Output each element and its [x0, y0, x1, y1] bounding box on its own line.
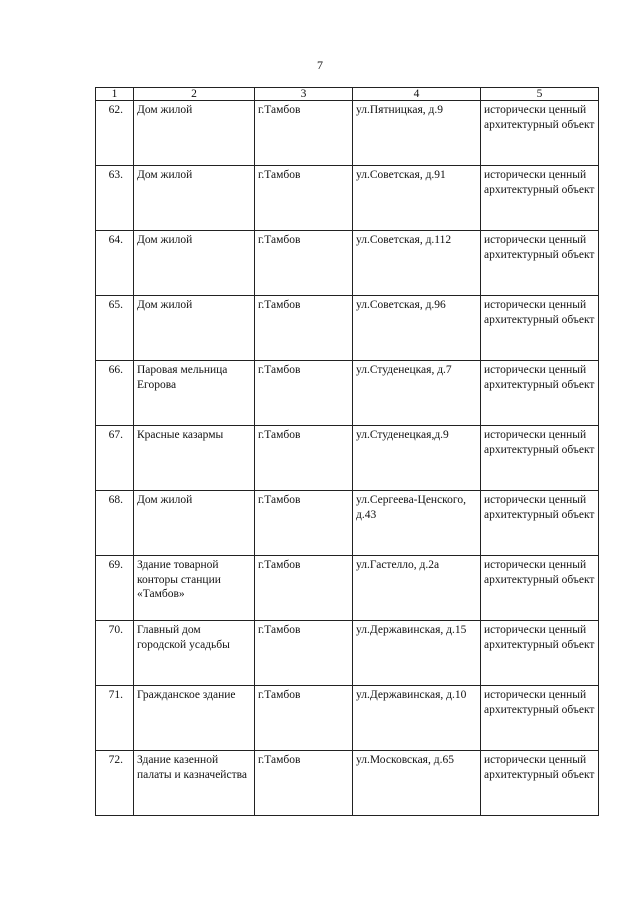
category-cell: исторически ценный архитектурный объект — [481, 231, 599, 296]
table-row — [96, 296, 599, 361]
object-name-cell: Здание казенной палаты и казначейства — [134, 751, 255, 816]
table-row — [96, 491, 599, 556]
row-number-cell: 67. — [96, 426, 134, 491]
table-row — [96, 101, 599, 166]
object-name-cell: Красные казармы — [134, 426, 255, 491]
address-cell: ул.Московская, д.65 — [353, 751, 481, 816]
city-cell: г.Тамбов — [255, 426, 353, 491]
table-row — [96, 426, 599, 491]
object-name-cell: Паровая мельница Егорова — [134, 361, 255, 426]
table-header-row — [96, 88, 599, 101]
object-name-cell: Дом жилой — [134, 101, 255, 166]
address-cell: ул.Сергеева-Ценского, д.43 — [353, 491, 481, 556]
category-cell: исторически ценный архитектурный объект — [481, 556, 599, 621]
column-header: 3 — [255, 88, 353, 101]
table-row — [96, 361, 599, 426]
column-header: 2 — [134, 88, 255, 101]
address-cell: ул.Державинская, д.10 — [353, 686, 481, 751]
category-cell: исторически ценный архитектурный объект — [481, 426, 599, 491]
category-cell: исторически ценный архитектурный объект — [481, 101, 599, 166]
table-row — [96, 166, 599, 231]
heritage-objects-table — [95, 87, 599, 816]
city-cell: г.Тамбов — [255, 556, 353, 621]
row-number-cell: 63. — [96, 166, 134, 231]
city-cell: г.Тамбов — [255, 686, 353, 751]
category-cell: исторически ценный архитектурный объект — [481, 491, 599, 556]
table-row — [96, 231, 599, 296]
category-cell: исторически ценный архитектурный объект — [481, 361, 599, 426]
city-cell: г.Тамбов — [255, 361, 353, 426]
address-cell: ул.Советская, д.96 — [353, 296, 481, 361]
category-cell: исторически ценный архитектурный объект — [481, 686, 599, 751]
city-cell: г.Тамбов — [255, 231, 353, 296]
page-number: 7 — [317, 58, 323, 72]
category-cell: исторически ценный архитектурный объект — [481, 621, 599, 686]
address-cell: ул.Советская, д.91 — [353, 166, 481, 231]
object-name-cell: Дом жилой — [134, 231, 255, 296]
city-cell: г.Тамбов — [255, 621, 353, 686]
row-number-cell: 70. — [96, 621, 134, 686]
column-header: 5 — [481, 88, 599, 101]
city-cell: г.Тамбов — [255, 166, 353, 231]
object-name-cell: Дом жилой — [134, 166, 255, 231]
row-number-cell: 66. — [96, 361, 134, 426]
row-number-cell: 68. — [96, 491, 134, 556]
address-cell: ул.Советская, д.112 — [353, 231, 481, 296]
city-cell: г.Тамбов — [255, 296, 353, 361]
object-name-cell: Гражданское здание — [134, 686, 255, 751]
category-cell: исторически ценный архитектурный объект — [481, 296, 599, 361]
row-number-cell: 64. — [96, 231, 134, 296]
address-cell: ул.Студенецкая,д.9 — [353, 426, 481, 491]
table-row — [96, 621, 599, 686]
object-name-cell: Главный дом городской усадьбы — [134, 621, 255, 686]
table-row — [96, 686, 599, 751]
column-header: 4 — [353, 88, 481, 101]
address-cell: ул.Пятницкая, д.9 — [353, 101, 481, 166]
row-number-cell: 69. — [96, 556, 134, 621]
row-number-cell: 72. — [96, 751, 134, 816]
address-cell: ул.Державинская, д.15 — [353, 621, 481, 686]
row-number-cell: 62. — [96, 101, 134, 166]
object-name-cell: Дом жилой — [134, 491, 255, 556]
object-name-cell: Дом жилой — [134, 296, 255, 361]
category-cell: исторически ценный архитектурный объект — [481, 751, 599, 816]
column-header: 1 — [96, 88, 134, 101]
object-name-cell: Здание товарной конторы станции «Тамбов» — [134, 556, 255, 621]
row-number-cell: 65. — [96, 296, 134, 361]
city-cell: г.Тамбов — [255, 491, 353, 556]
row-number-cell: 71. — [96, 686, 134, 751]
table-row — [96, 556, 599, 621]
city-cell: г.Тамбов — [255, 751, 353, 816]
address-cell: ул.Студенецкая, д.7 — [353, 361, 481, 426]
table-row — [96, 751, 599, 816]
category-cell: исторически ценный архитектурный объект — [481, 166, 599, 231]
address-cell: ул.Гастелло, д.2а — [353, 556, 481, 621]
city-cell: г.Тамбов — [255, 101, 353, 166]
